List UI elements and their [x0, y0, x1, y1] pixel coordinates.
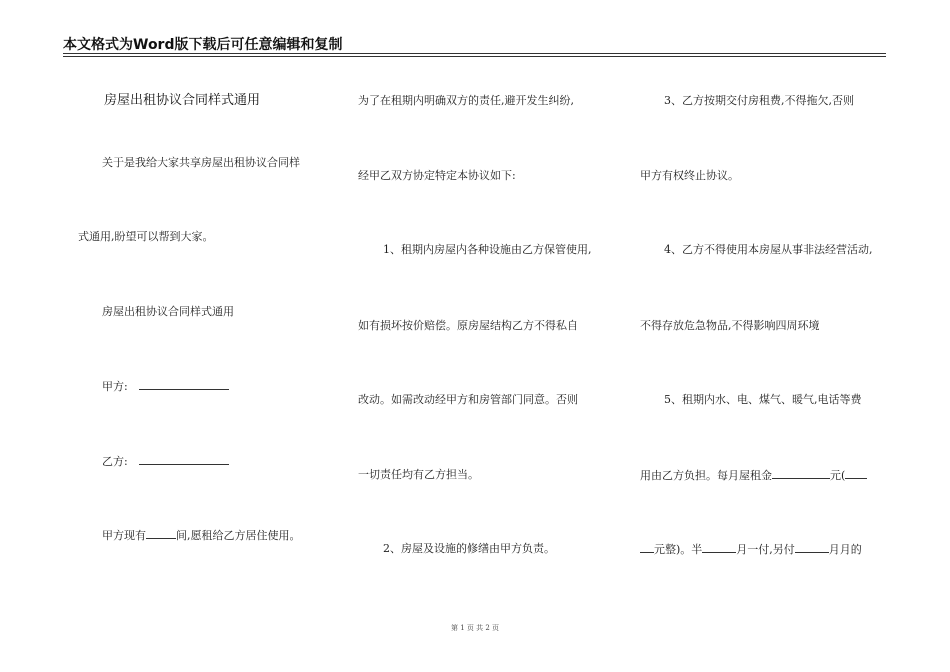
party-a-blank	[139, 379, 229, 390]
rent-amount-blank	[772, 468, 830, 479]
col3-line-3: 4、乙方不得使用本房屋从事非法经营活动,	[664, 243, 873, 256]
col3-line-7	[640, 542, 862, 557]
col3-line-2: 甲方有权终止协议。	[640, 169, 739, 182]
party-a-line	[102, 379, 229, 394]
room-count-blank	[146, 528, 176, 539]
col2-line-2: 经甲乙双方协定特定本协议如下:	[358, 169, 516, 182]
col2-line-3: 1、租期内房屋内各种设施由乙方保管使用,	[383, 243, 592, 256]
party-b-blank	[139, 454, 229, 465]
deposit-blank	[795, 542, 829, 553]
rent-close-text: 元整)。半	[654, 543, 703, 556]
col2-line-1: 为了在租期内明确双方的责任,避开发生纠纷,	[358, 94, 574, 107]
house-text-pre: 甲方现有	[102, 529, 146, 542]
party-b-line	[102, 454, 229, 469]
page-number: 第 1 页 共 2 页	[450, 624, 500, 632]
document-title: 房屋出租协议合同样式通用	[104, 93, 261, 108]
house-line	[102, 528, 301, 543]
col3-line-5: 5、租期内水、电、煤气、暖气,电话等费	[664, 393, 862, 406]
col2-line-4: 如有损坏按价赔偿。原房屋结构乙方不得私自	[358, 319, 578, 332]
section-subtitle: 房屋出租协议合同样式通用	[102, 305, 234, 318]
party-a-label: 甲方:	[102, 380, 128, 393]
house-text-post: 间,愿租给乙方居住使用。	[176, 529, 301, 542]
header-rule-top	[63, 53, 886, 54]
col2-line-7: 2、房屋及设施的修缮由甲方负责。	[383, 542, 555, 555]
deposit-text: 月月的	[828, 543, 862, 556]
col3-line-1: 3、乙方按期交付房租费,不得拖欠,否则	[664, 94, 854, 107]
rent-words-blank	[845, 468, 867, 479]
rent-text: 用由乙方负担。每月屋租金	[640, 469, 772, 482]
payment-text: 月一付,另付	[736, 543, 795, 556]
rent-unit: 元(	[830, 469, 846, 482]
header-rule-bottom	[63, 56, 886, 57]
intro-line-2: 式通用,盼望可以帮到大家。	[78, 230, 214, 243]
rent-words-blank-cont	[640, 542, 654, 553]
col2-line-5: 改动。如需改动经甲方和房管部门同意。否则	[358, 393, 578, 406]
col2-line-6: 一切责任均有乙方担当。	[358, 468, 479, 481]
intro-line-1: 关于是我给大家共享房屋出租协议合同样	[102, 156, 300, 169]
party-b-label: 乙方:	[102, 455, 128, 468]
document-header: 本文格式为Word版下载后可任意编辑和复制	[63, 37, 343, 53]
period-blank	[702, 542, 736, 553]
col3-line-4: 不得存放危急物品,不得影响四周环境	[640, 319, 820, 332]
col3-line-6	[640, 468, 867, 483]
